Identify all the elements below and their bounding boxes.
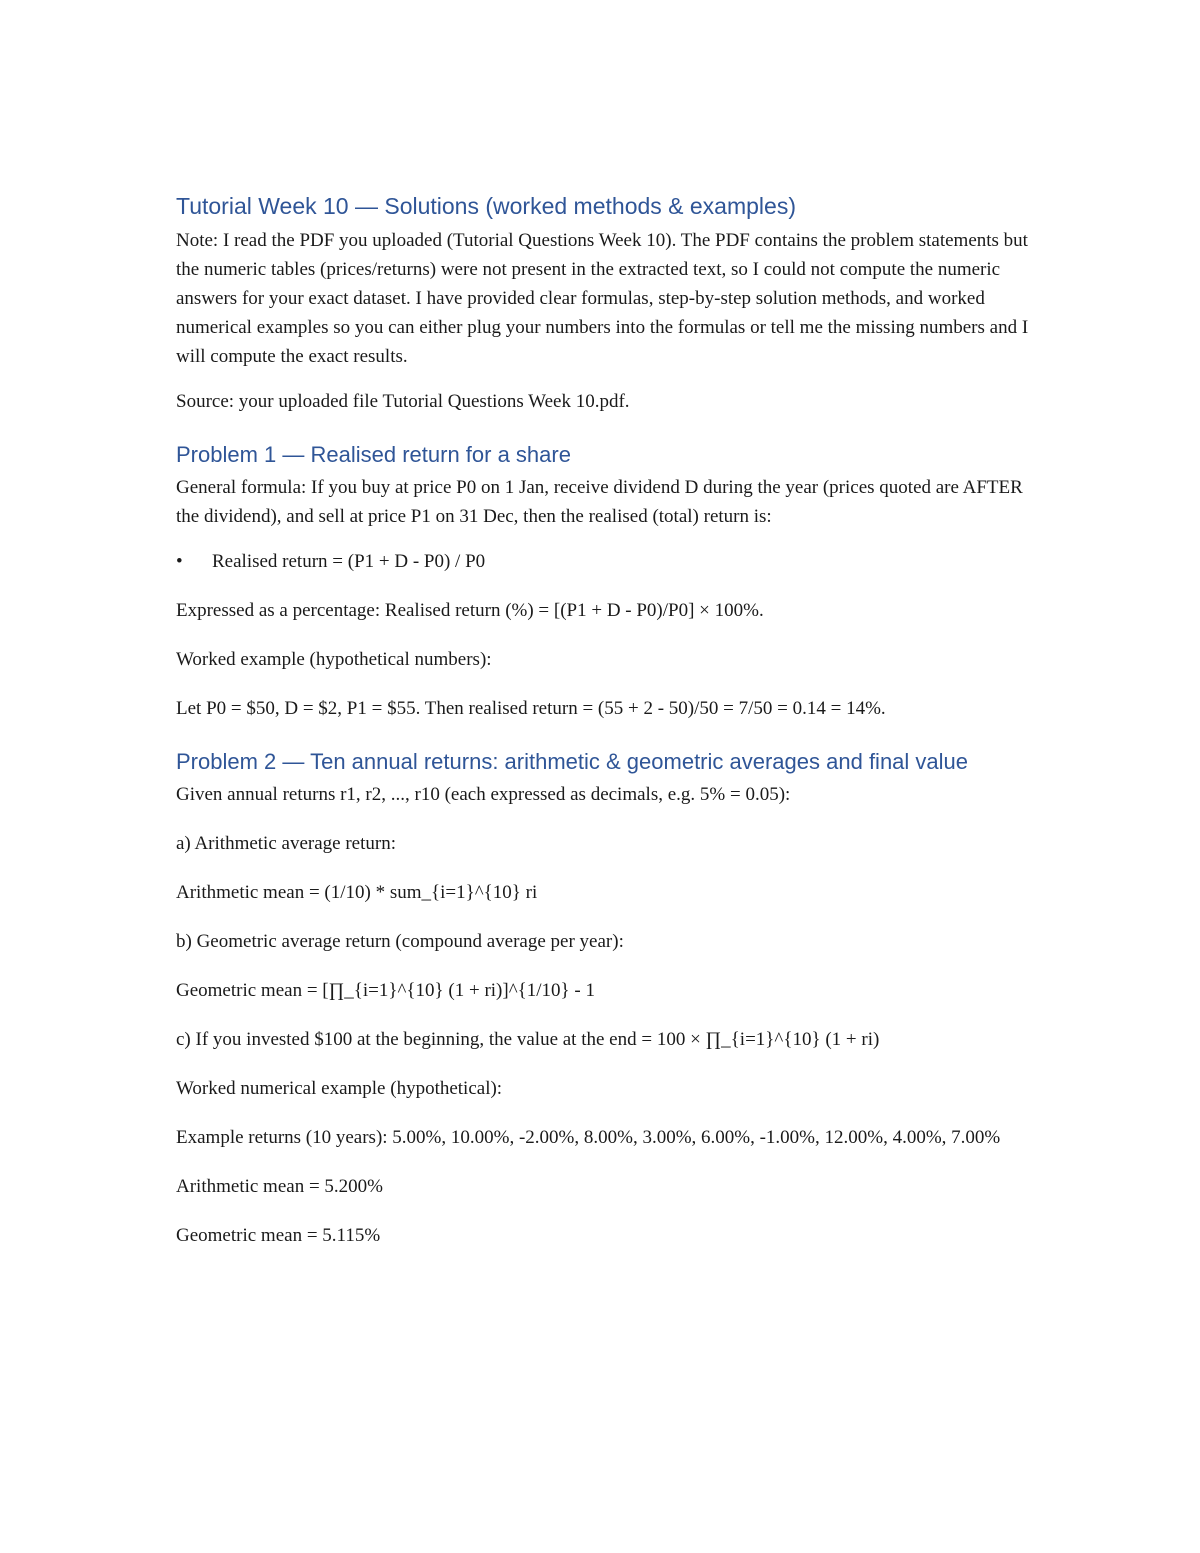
problem-2-geometric-result: Geometric mean = 5.115%: [176, 1225, 381, 1246]
problem-2-b-formula: Geometric mean = [∏_{i=1}^{10} (1 + ri)]^{1/10} - 1: [176, 980, 595, 1001]
source-paragraph: Source: your uploaded file Tutorial Questions Week 10.pdf.: [176, 391, 630, 412]
page-title: Tutorial Week 10 — Solutions (worked methods & examples): [176, 193, 796, 219]
problem-2-a-formula: Arithmetic mean = (1/10) * sum_{i=1}^{10} ri: [176, 882, 538, 903]
bullet-icon: •: [176, 551, 183, 572]
problem-2-example-returns: Example returns (10 years): 5.00%, 10.00%, -2.00%, 8.00%, 3.00%, 6.00%, -1.00%, 12.00%, 4.00%, 7.00%: [176, 1127, 1001, 1148]
problem-1-bullet-list: [176, 547, 1036, 576]
problem-2-example-label: Worked numerical example (hypothetical):: [176, 1078, 503, 1099]
problem-2-heading: Problem 2 — Ten annual returns: arithmetic & geometric averages and final value: [176, 749, 969, 774]
problem-2-a-label: a) Arithmetic average return:: [176, 833, 396, 854]
problem-1-heading: Problem 1 — Realised return for a share: [176, 442, 571, 467]
problem-2-arithmetic-result: Arithmetic mean = 5.200%: [176, 1176, 383, 1197]
problem-2-given: Given annual returns r1, r2, ..., r10 (each expressed as decimals, e.g. 5% = 0.05):: [176, 784, 791, 805]
problem-1-example: Let P0 = $50, D = $2, P1 = $55. Then realised return = (55 + 2 - 50)/50 = 7/50 = 0.14 = 14%.: [176, 698, 886, 719]
note-paragraph: Note: I read the PDF you uploaded (Tutorial Questions Week 10). The PDF contains the problem statements but the numeric tables (prices/returns) were not present in the extracted text, so I could not compute the numeric answers for your exact dataset. I have provided clear formulas, step-by-step solution methods, and worked numerical examples so you can either plug your numbers into the formulas or tell me the missing numbers and I will compute the exact results.: [176, 230, 1029, 367]
document-page: [176, 188, 1036, 1270]
problem-2-b-label: b) Geometric average return (compound average per year):: [176, 931, 624, 952]
problem-1-example-label: Worked example (hypothetical numbers):: [176, 649, 492, 670]
problem-1-general-formula: General formula: If you buy at price P0 on 1 Jan, receive dividend D during the year (prices quoted are AFTER the dividend), and sell at price P1 on 31 Dec, then the realised (total) return is:: [176, 477, 1023, 527]
realised-return-formula: Realised return = (P1 + D - P0) / P0: [212, 551, 486, 572]
list-item: [176, 547, 1036, 576]
problem-1-percentage: Expressed as a percentage: Realised return (%) = [(P1 + D - P0)/P0] × 100%.: [176, 600, 764, 621]
problem-2-c-text: c) If you invested $100 at the beginning, the value at the end = 100 × ∏_{i=1}^{10} (1 + ri): [176, 1029, 880, 1050]
